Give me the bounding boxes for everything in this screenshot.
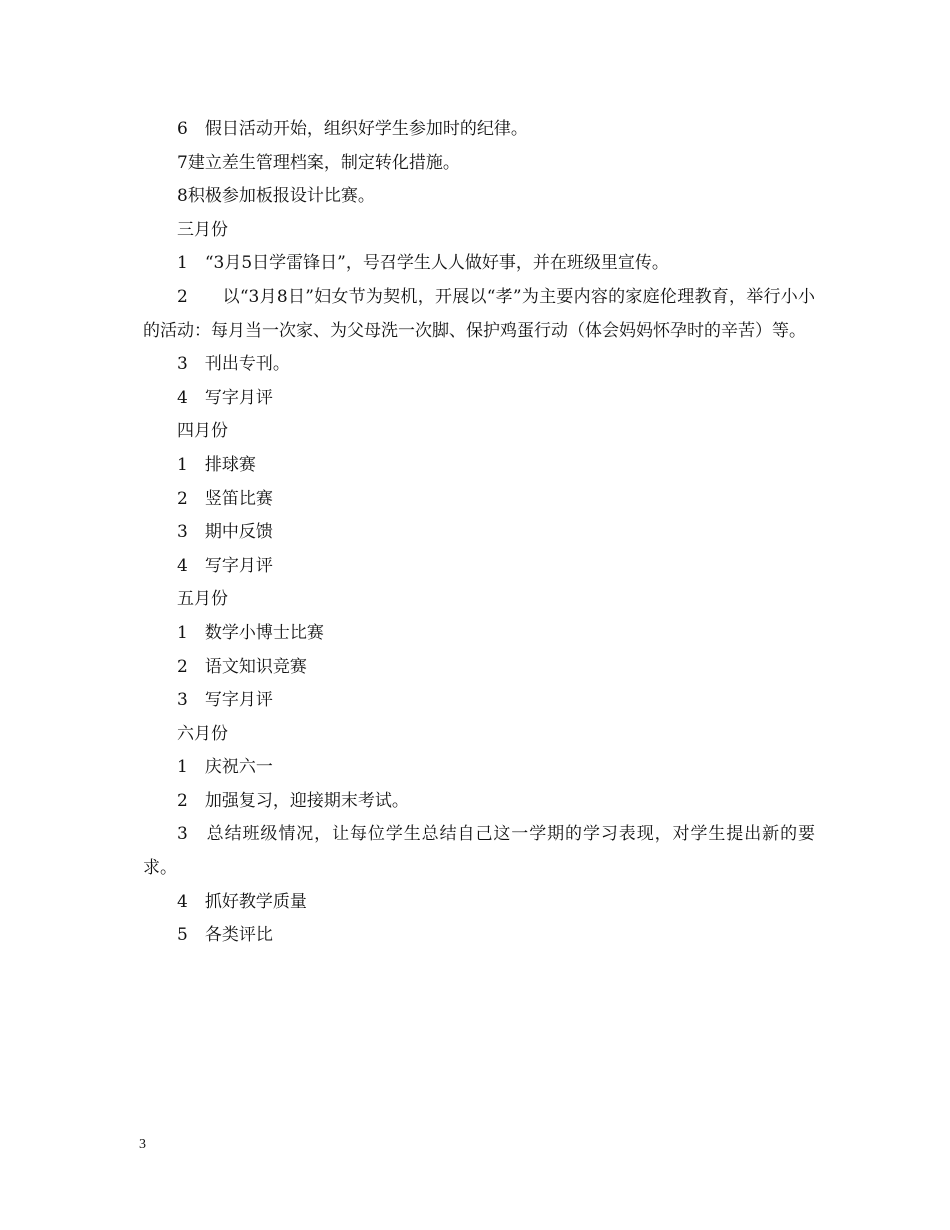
document-body bbox=[143, 113, 815, 953]
may-item-1: 1 数学小博士比赛 bbox=[177, 622, 324, 643]
may-item-3: 3 写字月评 bbox=[177, 690, 273, 711]
section-heading-april: 四月份 bbox=[177, 421, 228, 442]
paragraph-item-6: 6 假日活动开始，组织好学生参加时的纪律。 bbox=[177, 119, 528, 139]
paragraph-item-7: 7建立差生管理档案，制定转化措施。 bbox=[177, 152, 460, 173]
paragraph-item-8: 8积极参加板报设计比赛。 bbox=[177, 186, 375, 207]
june-item-4: 4 抓好教学质量 bbox=[177, 891, 307, 912]
page-number: 3 bbox=[139, 1137, 146, 1152]
april-item-3: 3 期中反馈 bbox=[177, 522, 273, 543]
june-item-5: 5 各类评比 bbox=[177, 925, 273, 946]
june-item-3: 3 总结班级情况，让每位学生总结自己这一学期的学习表现，对学生提出新的要求。 bbox=[143, 824, 815, 879]
march-item-4: 4 写字月评 bbox=[177, 387, 273, 408]
march-item-2: 2 以“3月8日”妇女节为契机，开展以“孝”为主要内容的家庭伦理教育，举行小小的活动：每月当一次家、为父母洗一次脚、保护鸡蛋行动（体会妈妈怀孕时的辛苦）等。 bbox=[143, 286, 815, 341]
march-item-3: 3 刊出专刊。 bbox=[177, 354, 290, 375]
april-item-2: 2 竖笛比赛 bbox=[177, 488, 273, 509]
section-heading-june: 六月份 bbox=[177, 723, 228, 744]
march-item-1: 1 “3月5日学雷锋日”，号召学生人人做好事，并在班级里宣传。 bbox=[177, 253, 669, 274]
section-heading-march: 三月份 bbox=[177, 219, 228, 240]
april-item-4: 4 写字月评 bbox=[177, 555, 273, 576]
may-item-2: 2 语文知识竞赛 bbox=[177, 656, 307, 677]
june-item-1: 1 庆祝六一 bbox=[177, 757, 273, 778]
april-item-1: 1 排球赛 bbox=[177, 454, 256, 475]
june-item-2: 2 加强复习，迎接期末考试。 bbox=[177, 790, 409, 811]
section-heading-may: 五月份 bbox=[177, 589, 228, 610]
